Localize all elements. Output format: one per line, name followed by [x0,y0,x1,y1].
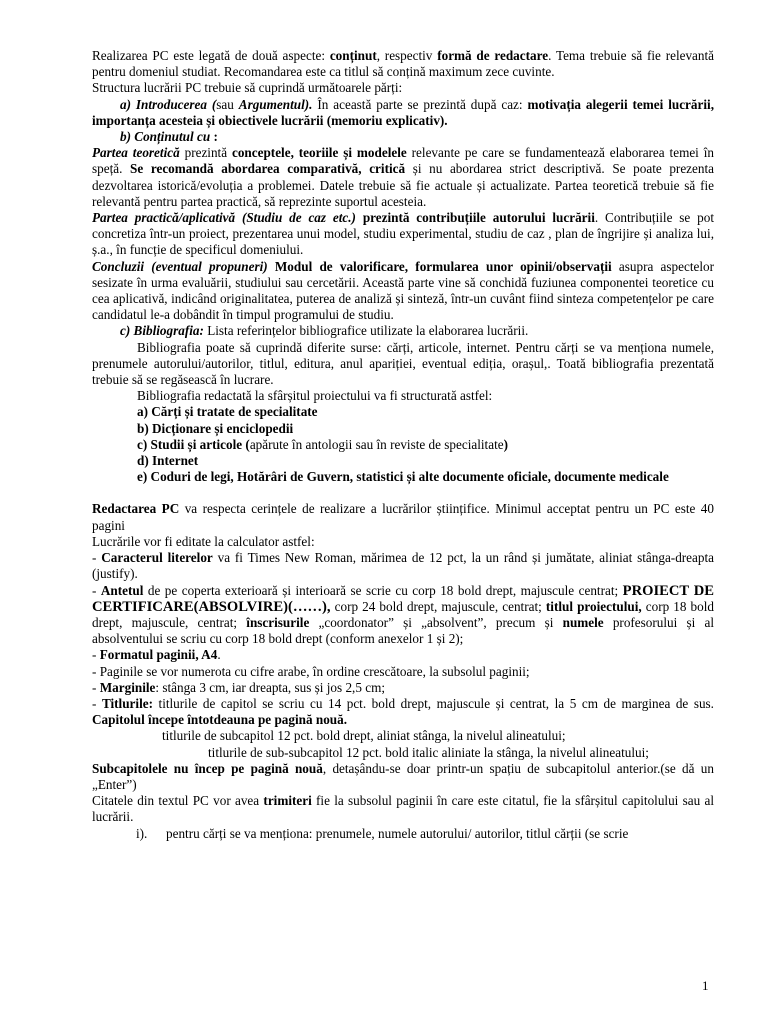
rule-margini: - Marginile: stânga 3 cm, iar dreapta, sus și jos 2,5 cm; [92,679,386,695]
spacer [92,485,714,501]
bibliography-item-b: b) Dicționare și enciclopedii [137,420,294,436]
section-c-bibliografia: c) Bibliografia: Lista referințelor bibliografice utilizate la elaborarea lucrării. [120,323,529,339]
bibliography-item-a: a) Cărți și tratate de specialitate [137,404,318,420]
paragraph-bibliografie-surse: Bibliografia poate să cuprindă diferite surse: cărți, articole, internet. Pentru cărți se va menționa numele, prenumele autorului/autorilor, titlul, editura, anul apariției, eventual ediția, orașul,. Toată bibliografia prezentată trebuie să se regăsească în lucrare. [92,339,714,388]
bibliography-item-c: c) Studii și articole (apărute în antologii sau în reviste de specialitate) [137,436,508,452]
paragraph-concluzii: Concluzii (eventual propuneri) Modul de valorificare, formularea unor opinii/observații asupra aspectelor sesizate în urma evaluării, studiului sau cercetării. Această parte vine să conchidă fuziunea componentei teoretice cu cea aplicativă, indicând originalitatea, puterea de analiză și sinteză, într-un cuvânt fiind sinteza competențelor pe care candidatul le-a dobândit în timpul programului de studiu. [92,258,714,323]
bibliography-item-e: e) Coduri de legi, Hotărâri de Guvern, statistici și alte documente oficiale, documente medicale [137,469,669,485]
rule-titluri-subcapitol: titlurile de subcapitol 12 pct. bold drept, aliniat stânga, la nivelul alineatului; [162,728,566,744]
page-number: 1 [702,978,709,993]
paragraph-partea-practica: Partea practică/aplicativă (Studiu de caz etc.) prezintă contribuțiile autorului lucrării. Contribuțiile se pot concretiza într-un proiect, prezentarea unui model, studiu experimental, studiu de caz , plan de îngrijire și analiza lui, ș.a., în funcție de specificul domeniului. [92,210,714,258]
rule-numerotare: - Paginile se vor numerota cu cifre arabe, în ordine crescătoare, la subsolul paginii; [92,663,530,679]
rule-titluri-subsubcapitol: titlurile de sub-subcapitol 12 pct. bold italic aliniate la stânga, la nivelul alineatului; [208,744,649,760]
paragraph-structure: Structura lucrării PC trebuie să cuprindă următoarele părți: [92,80,403,96]
paragraph-bibliografie-structura: Bibliografia redactată la sfârșitul proiectului va fi structurată astfel: [137,388,493,404]
rule-format-pagina: - Formatul paginii, A4. [92,647,221,663]
paragraph-redactarea: Redactarea PC va respecta cerințele de realizare a lucrărilor științifice. Minimul acceptat pentru un PC este 40 pagini [92,501,714,533]
section-b-continut: b) Conținutul cu : [120,129,218,145]
paragraph-subcapitole: Subcapitolele nu încep pe pagină nouă, detașându-se doar printr-un spațiu de subcapitolul anterior.(se dă un „Enter”) [92,760,714,792]
bibliography-item-d: d) Internet [137,453,199,469]
document-body [92,48,714,842]
section-a-introducere: a) Introducerea (sau Argumentul). În această parte se prezintă după caz: motivația alegerii temei lucrării, importanța acesteia și obiectivele lucrării (memoriu explicativ). [92,96,714,128]
paragraph-citate: Citatele din textul PC vor avea trimiteri fie la subsolul paginii în care este citatul, fie la sfârșitul capitolului sau al lucrării. [92,793,714,825]
rule-antet: - Antetul de pe coperta exterioară și interioară se scrie cu corp 18 bold drept, majuscule centrat; PROIECT DE CERTIFICARE(ABSOLVIRE)(……), corp 24 bold drept, majuscule, centrat; titlul proiectului, corp 18 bold drept, majuscule, centrat; înscrisurile „coordonator” și „absolvent”, precum și numele profesorului și al absolventului se scriu cu corp 18 bold drept (conform anexelor 1 și 2); [92,582,715,647]
paragraph-editare: Lucrările vor fi editate la calculator astfel: [92,533,315,549]
list-item-i: i). pentru cărți se va menționa: prenumele, numele autorului/ autorilor, titlul cărții (se scrie [136,825,629,841]
paragraph-partea-teoretica: Partea teoretică prezintă conceptele, teoriile și modelele relevante pe care se fundamentează elaborarea temei în speță. Se recomandă abordarea comparativă, critică și nu abordarea strict descriptivă. Se poate prezenta dezvoltarea istorică/evoluția a problemei. Datele trebuie să fie actuale și actualizate. Partea teoretică trebuie să fie relevantă pentru partea practică, să reprezinte suportul acesteia. [92,145,715,209]
rule-titluri: - Titlurile: titlurile de capitol se scriu cu 14 pct. bold drept, majuscule și centrat, la 5 cm de marginea de sus. Capitolul începe întotdeauna pe pagină nouă. [92,695,714,728]
rule-caracter-litere: - Caracterul literelor va fi Times New Roman, mărimea de 12 pct, la un rând și jumătate, aliniat stânga-dreapta (justify). [92,550,714,582]
paragraph-intro: Realizarea PC este legată de două aspecte: conținut, respectiv formă de redactare. Tema trebuie să fie relevantă pentru domeniul studiat. Recomandarea este ca titlul să conțină maximum zece cuvinte. [92,48,715,80]
